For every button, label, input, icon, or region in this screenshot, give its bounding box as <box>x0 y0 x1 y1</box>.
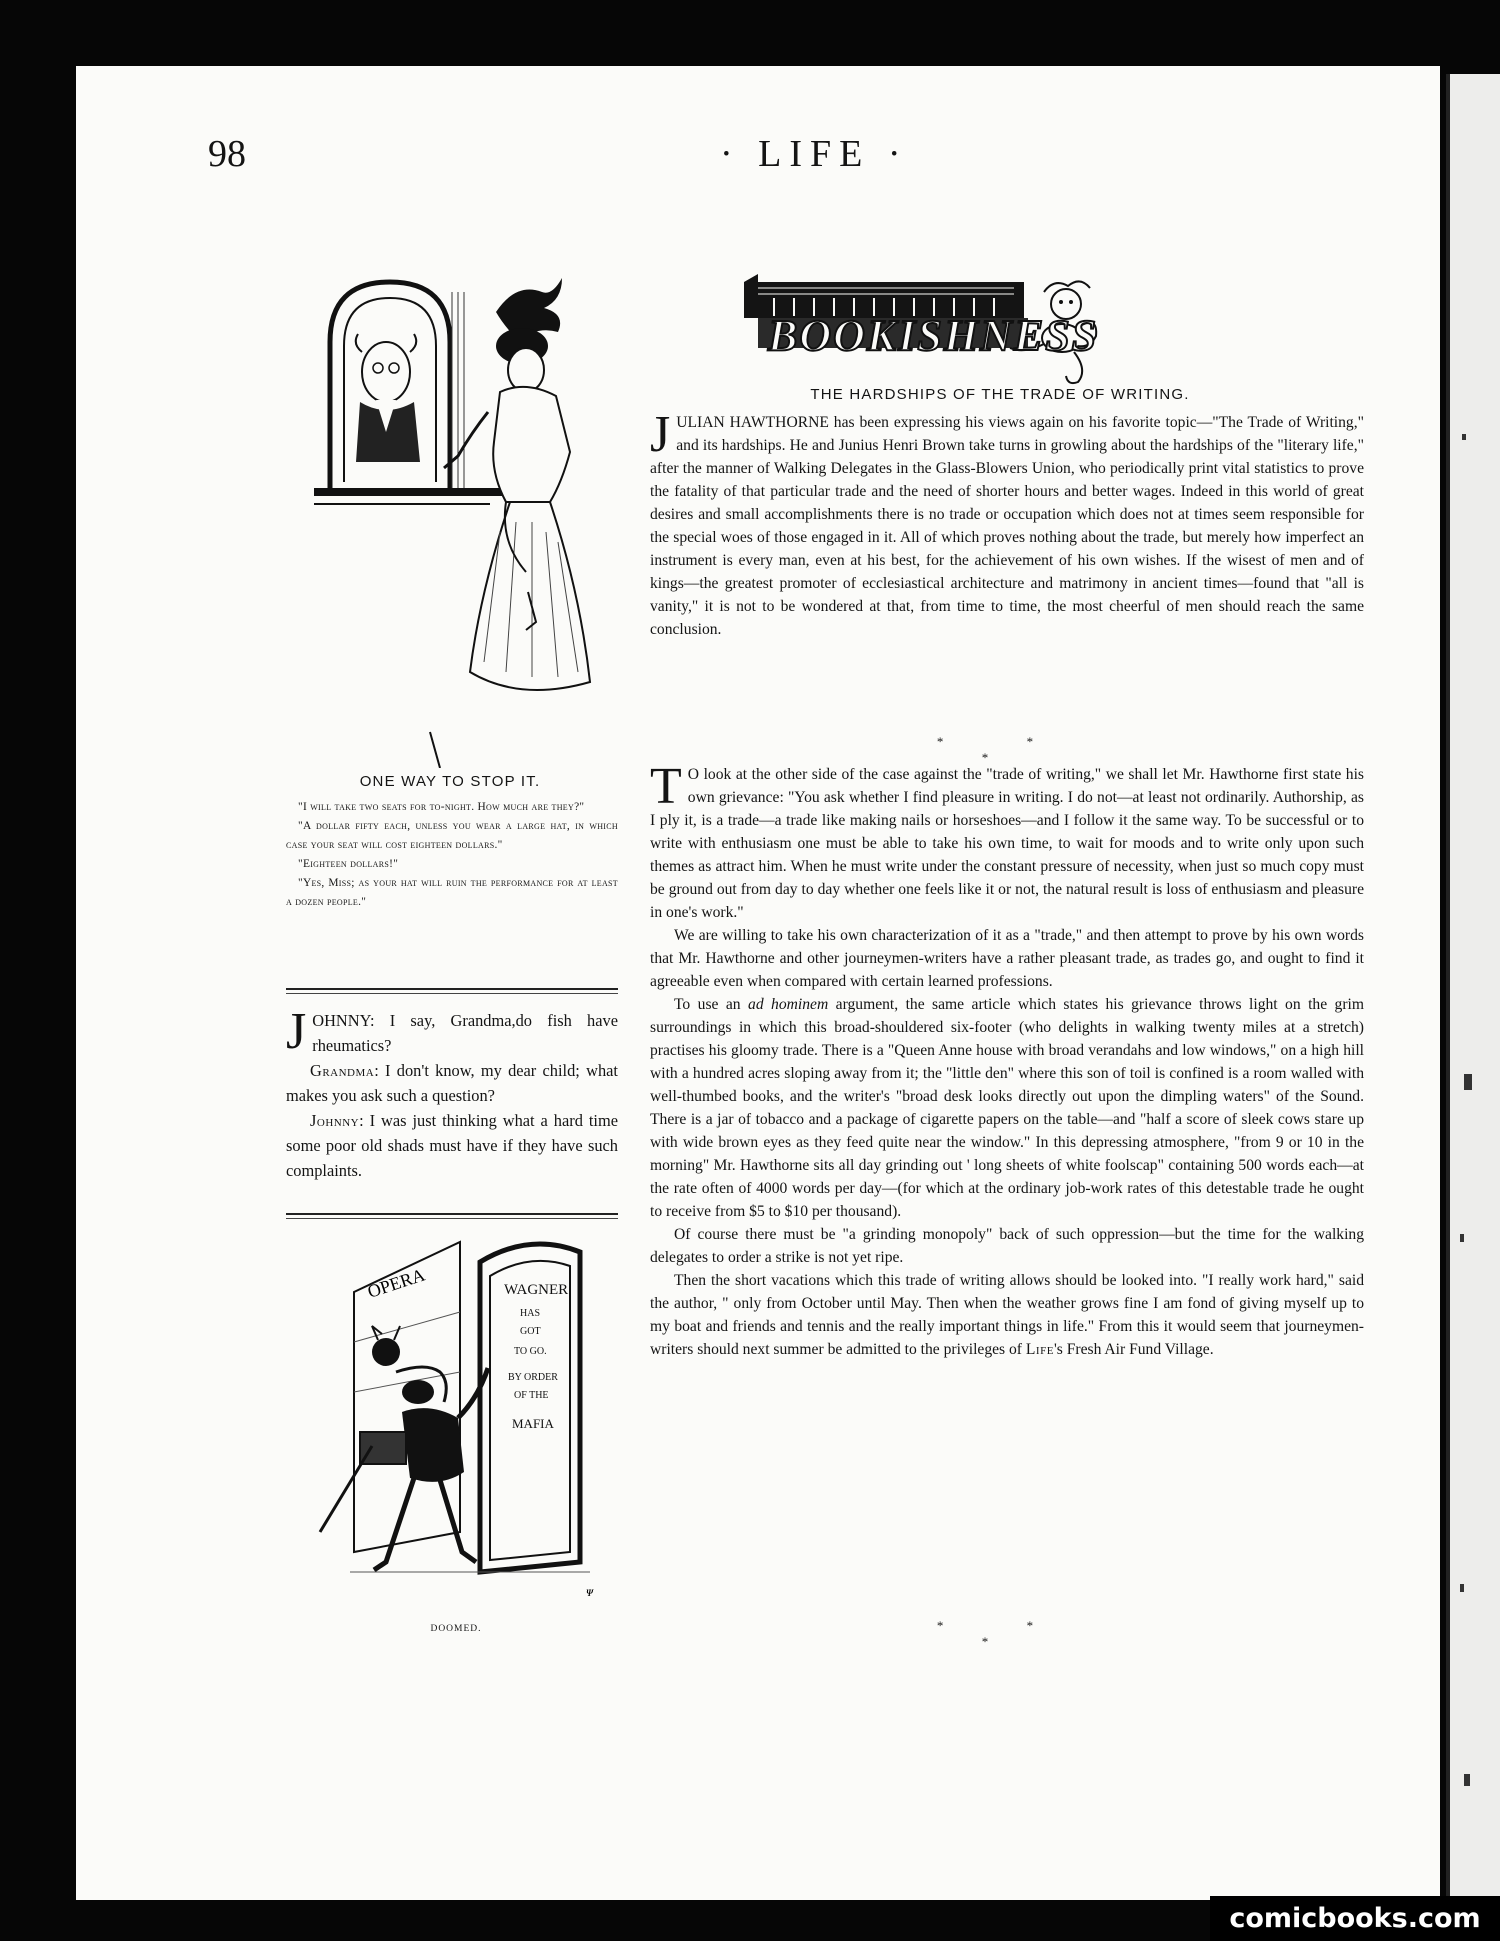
section-separator: * * * <box>936 734 1074 765</box>
dialogue-line: "I will take two seats for to-night. How much are they?" <box>298 801 585 813</box>
svg-text:BY ORDER: BY ORDER <box>508 1372 558 1383</box>
column-rule <box>286 1213 618 1215</box>
speaker: OHNNY <box>312 1011 370 1030</box>
box-office-cartoon-illustration <box>300 272 620 768</box>
article-paragraph-5: Of course there must be "a grinding monopoly" back of such oppression—but the time for the walking delegates to order a strike is not yet ripe. <box>650 1226 1364 1266</box>
site-watermark: comicbooks.com <box>1210 1896 1500 1941</box>
article-title: THE HARDSHIPS OF THE TRADE OF WRITING. <box>810 386 1190 403</box>
cartoon-caption: DOOMED. <box>430 1624 482 1634</box>
dialogue-line: "Yes, Miss; as your hat will ruin the performance for at least a dozen people." <box>286 877 618 908</box>
headpiece-lettering: BOOKISHNESS <box>768 311 1099 360</box>
joke-line: JOHNNY: I say, Grandma,do fish have rheumatics? <box>286 1003 618 1060</box>
svg-text:HAS: HAS <box>520 1308 541 1319</box>
drop-cap: J <box>286 1003 307 1060</box>
speaker: Johnny <box>310 1111 360 1130</box>
svg-text:ᴪ: ᴪ <box>586 1585 593 1600</box>
paragraph-text: O look at the other side of the case against the "trade of writing," we shall let Mr. Hawthorne first state his own grievance: "You ask whether I find pleasure in writing. I do not—at least not ordinarily. Authorship, as I ply it, is a trade—a trade like making nails or horseshoes—and I follow it the same way. To be successful or to write with enthusiasm one must be able to take his own time, to wait for moods and to write only upon such themes as attract him. When he must write under the constant pressure of necessity, when just so much copy must be ground out from day to day whether one feels like it or not, the natural result is loss of enthusiasm and pleasure in one's work." <box>650 766 1364 921</box>
opera-poster-cartoon-illustration <box>290 1232 620 1616</box>
drop-cap: T <box>650 758 682 815</box>
svg-text:GOT: GOT <box>520 1326 541 1337</box>
paragraph-text: ULIAN HAWTHORNE has been expressing his views again on his favorite topic—"The Trade of Writing," and its hardships. He and Junius Henri Brown take turns in growling about the hardships of the "literary life," after the manner of Walking Delegates in the Glass-Blowers Union, who periodically print vital statistics to prove the fatality of that particular trade and the need of shorter hours and better wages. Indeed in this world of great desires and small accomplishments there is no trade or occupation which does not at times seem responsible for the special woes of those engaged in it. All of which proves nothing about the trade, but merely how imperfect an instrument is every man, even at his best, for the achievement of his own wishes. If the wisest of men and of kings—the greatest promoter of ecclesiastical architecture and matrimony in ancient times—found that "all is vanity," it is not to be wondered at that, from time to time, the most cheerful of men should reach the same conclusion. <box>650 414 1364 638</box>
dialogue-line: "Eighteen dollars!" <box>298 858 399 870</box>
joke-line: Johnny: I was just thinking what a hard time some poor old shads must have if they have such complaints. <box>286 1111 618 1180</box>
article-paragraph-6: Then the short vacations which this trade of writing allows should be looked into. "I really work hard," said the author, " only from October until May. Then when the weather grows fine I am fond of giving myself up to my boat and friends and tennis and the really important things in life." From this it would seem that journeymen-writers should next summer be admitted to the privileges of Life's Fresh Air Fund Village. <box>650 1272 1364 1358</box>
cartoon-dialogue <box>286 798 618 912</box>
svg-text:MAFIA: MAFIA <box>512 1416 554 1431</box>
department-headpiece <box>744 274 1100 386</box>
speaker: Grandma <box>310 1061 375 1080</box>
page-number: 98 <box>208 133 246 175</box>
italic-phrase: ad hominem <box>748 996 829 1013</box>
dialogue-line: "A dollar fifty each, unless you wear a large hat, in which case your seat will cost eighteen dollars." <box>286 820 618 851</box>
svg-text:WAGNER: WAGNER <box>504 1282 569 1298</box>
article-paragraph-3: We are willing to take his own characterization of it as a "trade," and then attempt to prove by his own words that Mr. Hawthorne and other journeymen-writers have a rather pleasant trade, as trades go, and ought to find it agreeable even when compared with certain learned professions. <box>650 927 1364 990</box>
column-rule <box>286 988 618 990</box>
johnny-grandma-joke <box>286 1003 618 1183</box>
svg-text:OF THE: OF THE <box>514 1390 549 1401</box>
article-paragraph-4: To use an ad hominem argument, the same article which states his grievance throws light on the grim surroundings in which this broad-shouldered six-footer (who delights in walking twenty miles at a stretch) practises his gloomy trade. There is a "Queen Anne house with broad verandahs and low windows," on a high hill with a hundred acres sloping away from it; the "little den" where this son of toil is confined is a room walled with well-thumbed books, and the writer's "broad desk looks directly out upon the dimpling waters" of the Sound. There is a jar of tobacco and a package of cigarette papers on the table—and "half a score of sleek cows stare up with wide brown eyes as they feed quite near the window." In this depressing atmosphere, "from 9 or 10 in the morning" Mr. Hawthorne sits all day grinding out ' long sheets of white foolscap" containing 500 words each—at the rate often of 4000 words per day—(for which at the ordinary job-work rates of this detestable trade he ought to receive from $5 to $10 per thousand). <box>650 996 1364 1220</box>
article-paragraph-1 <box>650 406 1364 641</box>
svg-text:TO GO.: TO GO. <box>514 1346 547 1357</box>
cartoon-title: ONE WAY TO STOP IT. <box>359 773 541 790</box>
masthead-title: · LIFE · <box>720 133 909 175</box>
column-rule <box>286 1218 618 1219</box>
article-body-continued <box>650 758 1364 1361</box>
adjacent-page-edge <box>1446 74 1500 1904</box>
end-separator: * * * <box>936 1618 1074 1649</box>
column-rule <box>286 993 618 994</box>
drop-cap: J <box>650 406 671 463</box>
joke-line: Grandma: I don't know, my dear child; what makes you ask such a question? <box>286 1061 618 1105</box>
life-small-caps: Life <box>1025 1341 1054 1358</box>
opera-sign-text: OPERA <box>365 1264 428 1302</box>
